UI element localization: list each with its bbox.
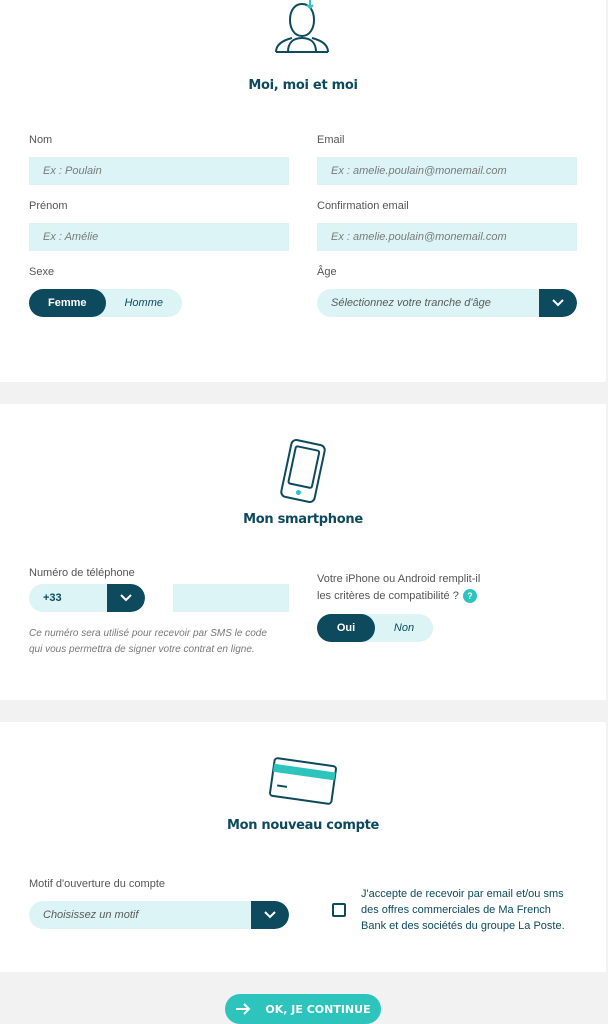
consent-line2: des offres commerciales de Ma French <box>361 904 551 916</box>
age-label: Âge <box>317 266 337 278</box>
smartphone-icon <box>276 438 330 504</box>
consent-line1: J'accepte de recevoir par email et/ou sms <box>361 888 564 900</box>
phone-label: Numéro de téléphone <box>29 567 135 579</box>
compat-option-oui[interactable]: Oui <box>317 614 375 642</box>
phone-hint-line2: qui vous permettra de signer votre contrat en ligne. <box>29 644 255 655</box>
smartphone-title: Mon smartphone <box>243 512 363 527</box>
email-input[interactable] <box>317 157 577 185</box>
sexe-label: Sexe <box>29 266 55 278</box>
nom-input[interactable] <box>29 157 289 185</box>
compat-question <box>317 571 480 605</box>
continue-button[interactable] <box>225 994 381 1024</box>
continue-button-label: OK, JE CONTINUE <box>265 1002 371 1016</box>
motif-select-text: Choisissez un motif <box>43 909 139 921</box>
chevron-down-icon[interactable] <box>251 901 289 929</box>
identity-section <box>0 0 606 382</box>
phone-number-input[interactable] <box>173 584 289 612</box>
email-confirm-input[interactable] <box>317 223 577 251</box>
age-select-text: Sélectionnez votre tranche d'âge <box>331 297 491 309</box>
sexe-option-homme[interactable]: Homme <box>124 297 163 309</box>
smartphone-section <box>0 404 606 700</box>
chevron-down-icon[interactable] <box>107 584 145 612</box>
sexe-option-femme[interactable]: Femme <box>29 289 106 317</box>
email-confirm-label: Confirmation email <box>317 200 409 212</box>
account-title: Mon nouveau compte <box>226 818 380 833</box>
motif-label: Motif d'ouverture du compte <box>29 878 166 890</box>
phone-hint-line1: Ce numéro sera utilisé pour recevoir par SMS le code <box>29 628 267 639</box>
nom-label: Nom <box>29 134 53 146</box>
account-section <box>0 722 606 972</box>
country-code-text: +33 <box>43 592 62 604</box>
identity-title: Moi, moi et moi <box>248 78 358 93</box>
arrow-right-icon <box>235 1003 251 1015</box>
help-icon[interactable]: ? <box>463 589 477 603</box>
consent-line3: Bank et des sociétés du groupe La Poste. <box>361 920 565 932</box>
consent-text <box>361 886 565 934</box>
compat-line1: Votre iPhone ou Android remplit-il <box>317 573 481 585</box>
motif-select[interactable] <box>29 901 289 929</box>
credit-card-icon <box>268 754 338 808</box>
prenom-input[interactable] <box>29 223 289 251</box>
country-code-select[interactable] <box>29 584 145 612</box>
phone-hint <box>29 626 267 658</box>
compat-line2: les critères de compatibilité ? <box>317 590 459 602</box>
consent-checkbox[interactable] <box>332 903 346 917</box>
compat-toggle <box>317 614 433 642</box>
compat-option-non[interactable]: Non <box>393 622 415 634</box>
age-select[interactable] <box>317 289 577 317</box>
sexe-toggle <box>29 289 182 317</box>
prenom-label: Prénom <box>29 200 68 212</box>
person-icon <box>272 0 332 58</box>
email-label: Email <box>317 134 345 146</box>
chevron-down-icon[interactable] <box>539 289 577 317</box>
